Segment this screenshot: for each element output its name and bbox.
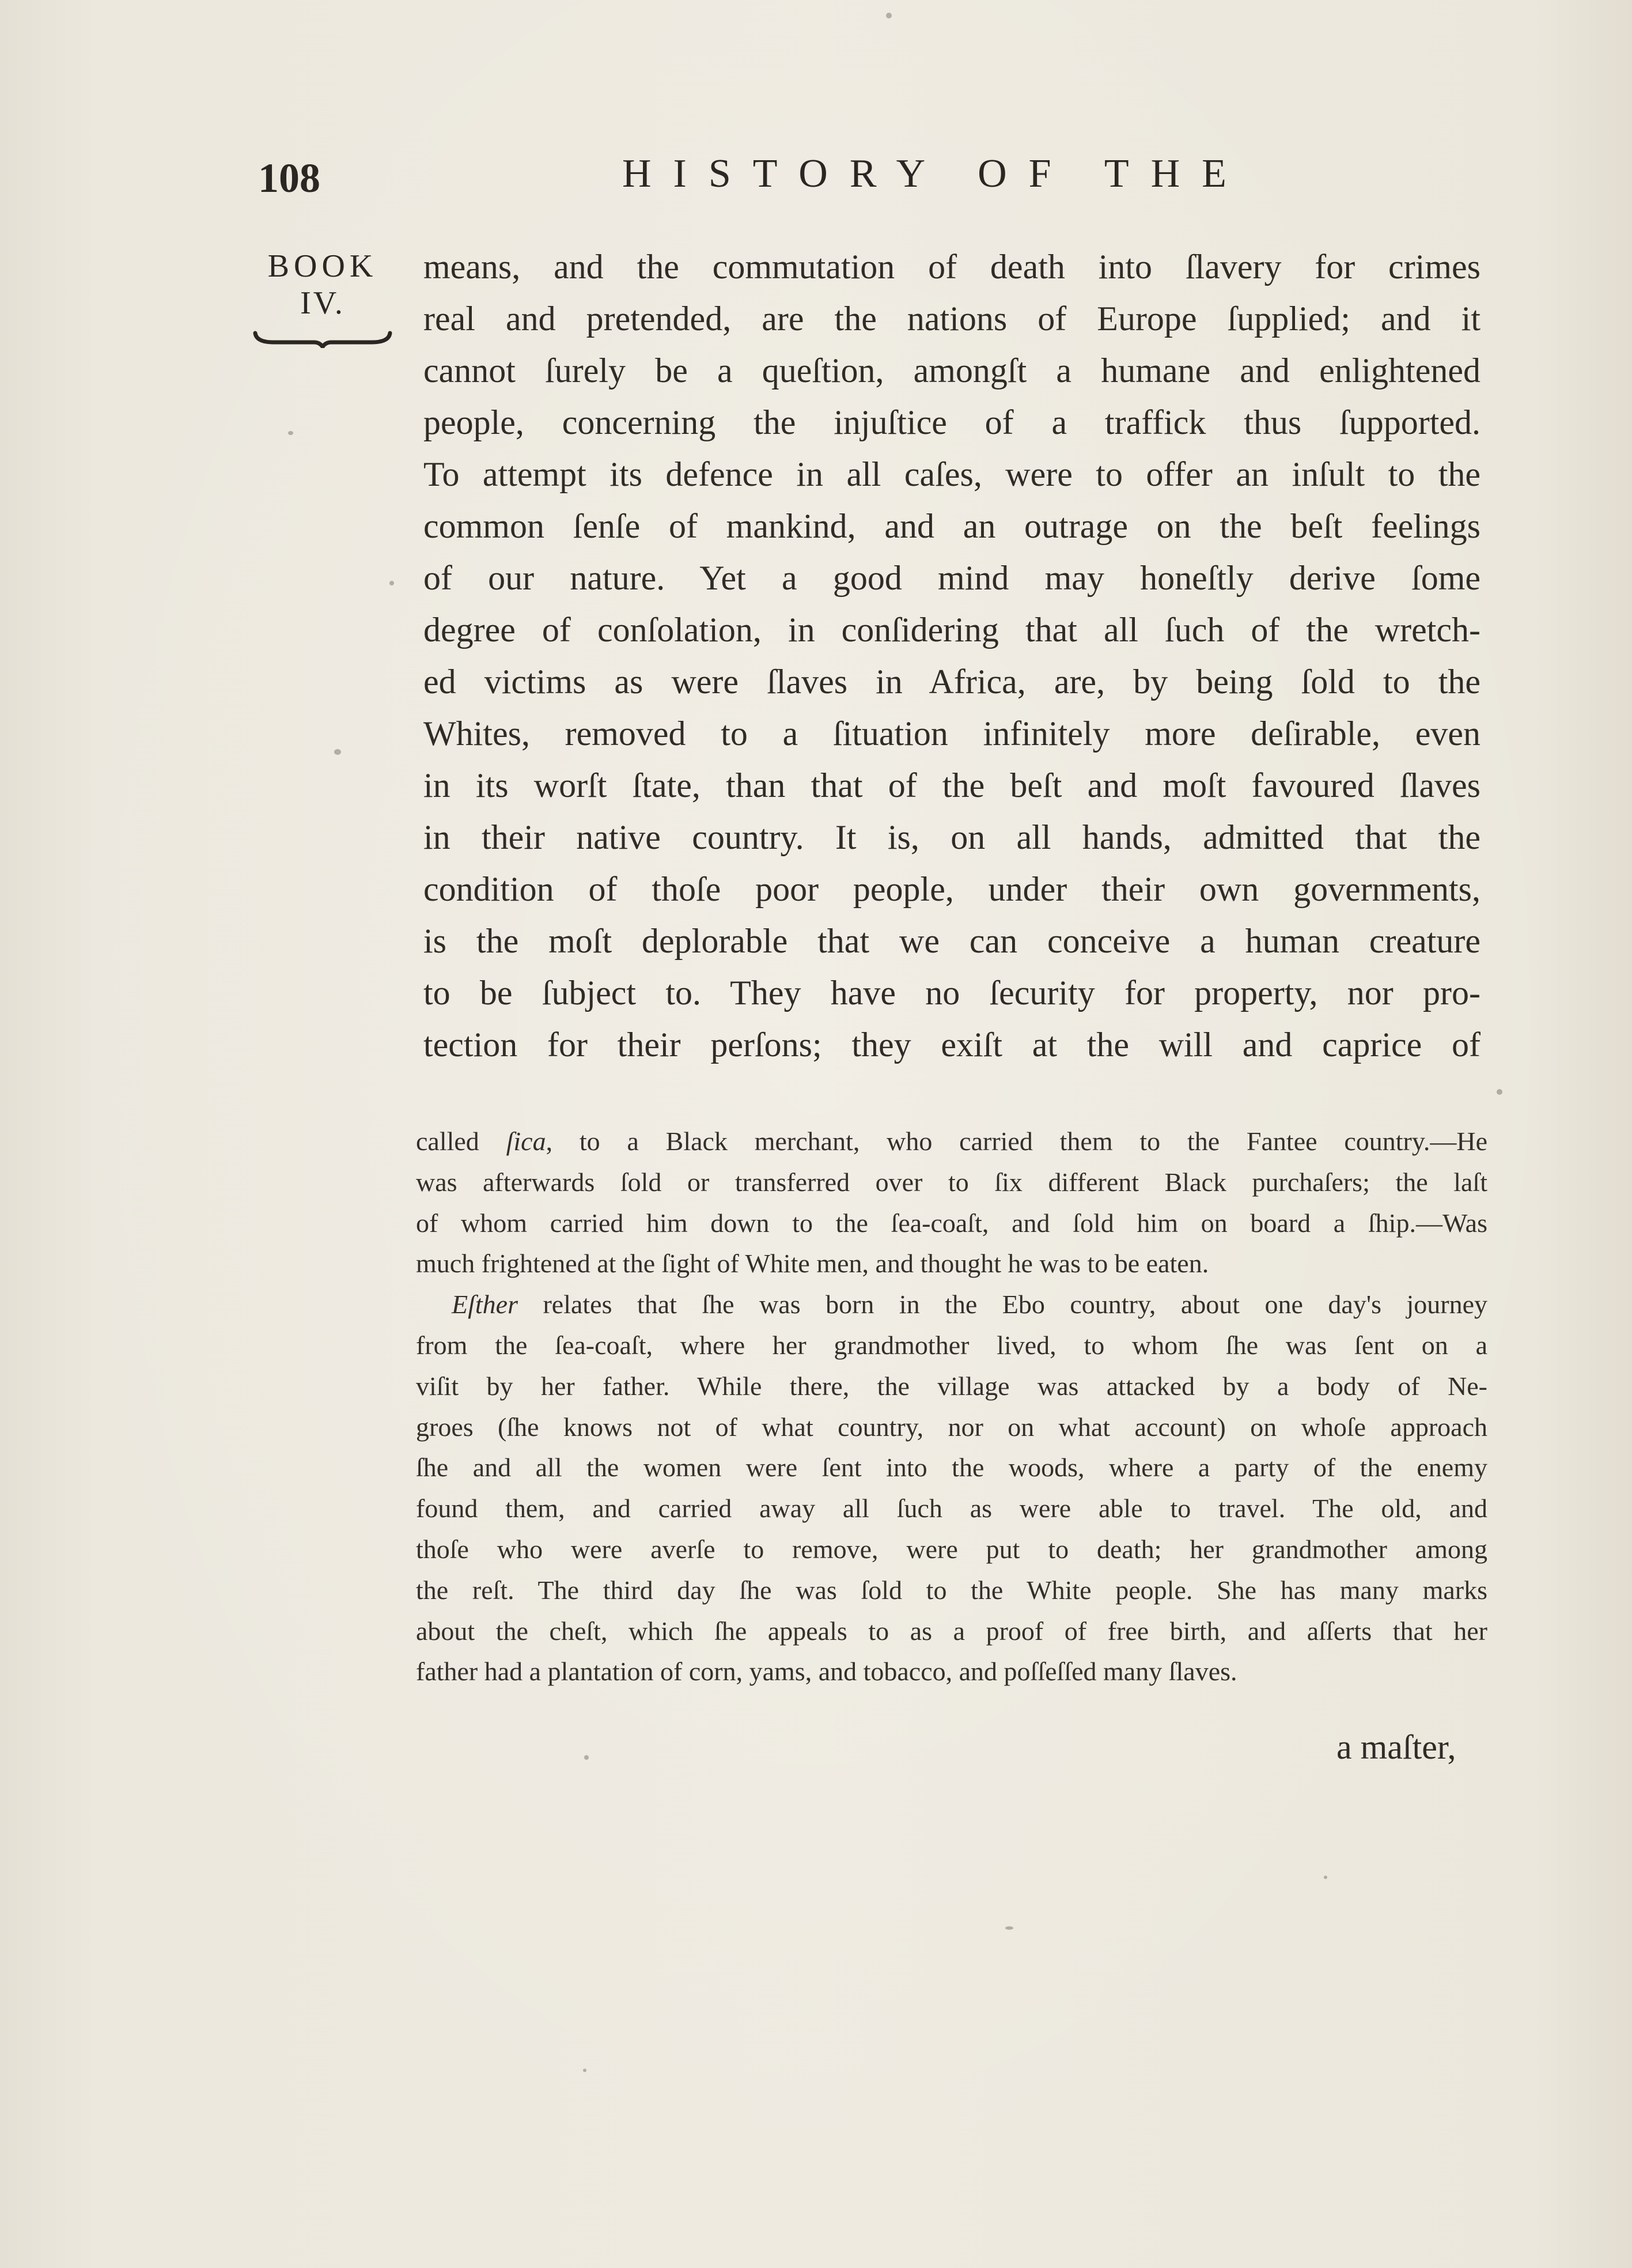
text-line: cannot ſurely be a queſtion, amongſt a humane and enlightened [423, 351, 1480, 390]
footnote-italic-word: Eſther [452, 1290, 518, 1320]
paper-speck [584, 1755, 589, 1760]
text-line: Whites, removed to a ſituation infinitely more deſirable, even [423, 715, 1480, 753]
footnote-line: Eſther relates that ſhe was born in the Ebo country, about one day's journey [452, 1290, 1487, 1320]
footnote-line: the reſt. The third day ſhe was ſold to the White people. She has many marks [416, 1575, 1487, 1605]
paper-speck [1497, 1089, 1502, 1095]
footnote-line: much frightened at the ſight of White men, and thought he was to be eaten. [416, 1249, 1209, 1279]
footnote [416, 1121, 1487, 1692]
text-line: in their native country. It is, on all hands, admitted that the [423, 818, 1480, 856]
paper-speck [288, 431, 293, 435]
text-line: tection for their perſons; they exiſt at the will and caprice of [423, 1026, 1480, 1064]
footnote-line: found them, and carried away all ſuch as were able to travel. The old, and [416, 1494, 1487, 1524]
running-head: HISTORY OF THE [622, 152, 1248, 196]
text-line: is the moſt deplorable that we can conceive a human creature [423, 922, 1480, 960]
main-text [423, 241, 1480, 1071]
paper-speck [389, 581, 394, 585]
footnote-line: called ſica, to a Black merchant, who carried them to the Fantee country.—He [416, 1127, 1487, 1156]
footnote-line: viſit by her father. While there, the village was attacked by a body of Ne- [416, 1371, 1487, 1401]
footnote-line: ſhe and all the women were ſent into the woods, where a party of the enemy [416, 1453, 1487, 1483]
margin-note-book: BOOK [267, 248, 378, 284]
footnote-line: was afterwards ſold or transferred over to ſix different Black purchaſers; the laſt [416, 1167, 1487, 1197]
footnote-line: of whom carried him down to the ſea-coaſt, and ſold him on board a ſhip.—Was [416, 1208, 1487, 1238]
text-line: common ſenſe of mankind, and an outrage on the beſt feelings [423, 507, 1480, 545]
footnote-line: father had a plantation of corn, yams, and tobacco, and poſſeſſed many ſlaves. [416, 1657, 1237, 1687]
catchword: a maſter, [1336, 1728, 1456, 1766]
text-line: in its worſt ſtate, than that of the beſt and moſt favoured ſlaves [423, 766, 1480, 804]
paper-speck [583, 2069, 586, 2072]
footnote-line: about the cheſt, which ſhe appeals to as a proof of free birth, and aſſerts that her [416, 1616, 1487, 1646]
text-line: real and pretended, are the nations of Europe ſupplied; and it [423, 300, 1480, 338]
text-line: condition of thoſe poor people, under their own governments, [423, 870, 1480, 908]
text-line: to be ſubject to. They have no ſecurity for property, nor pro- [423, 974, 1480, 1012]
text-line: of our nature. Yet a good mind may honeſtly derive ſome [423, 559, 1480, 597]
text-line: means, and the commutation of death into ſlavery for crimes [423, 248, 1480, 286]
footnote-line: groes (ſhe knows not of what country, nor on what account) on whoſe approach [416, 1412, 1487, 1442]
footnote-line: from the ſea-coaſt, where her grandmother lived, to whom ſhe was ſent on a [416, 1330, 1487, 1360]
ornamental-brace-icon [251, 325, 395, 348]
margin-note [248, 248, 397, 348]
footnote-italic-word: ſica [506, 1127, 546, 1156]
paper-speck [334, 749, 341, 755]
page-number: 108 [258, 155, 320, 201]
text-line: To attempt its defence in all caſes, were to offer an inſult to the [423, 455, 1480, 493]
margin-note-volume: IV. [300, 285, 345, 321]
paper-speck [886, 13, 892, 18]
text-line: people, concerning the injuſtice of a traffick thus ſupported. [423, 403, 1480, 441]
paper-speck [1005, 1926, 1013, 1930]
paper-speck [1324, 1876, 1327, 1879]
text-line: ed victims as were ſlaves in Africa, are, by being ſold to the [423, 663, 1480, 701]
footnote-line: thoſe who were averſe to remove, were put to death; her grandmother among [416, 1534, 1487, 1564]
text-line: degree of conſolation, in conſidering that all ſuch of the wretch- [423, 611, 1480, 649]
